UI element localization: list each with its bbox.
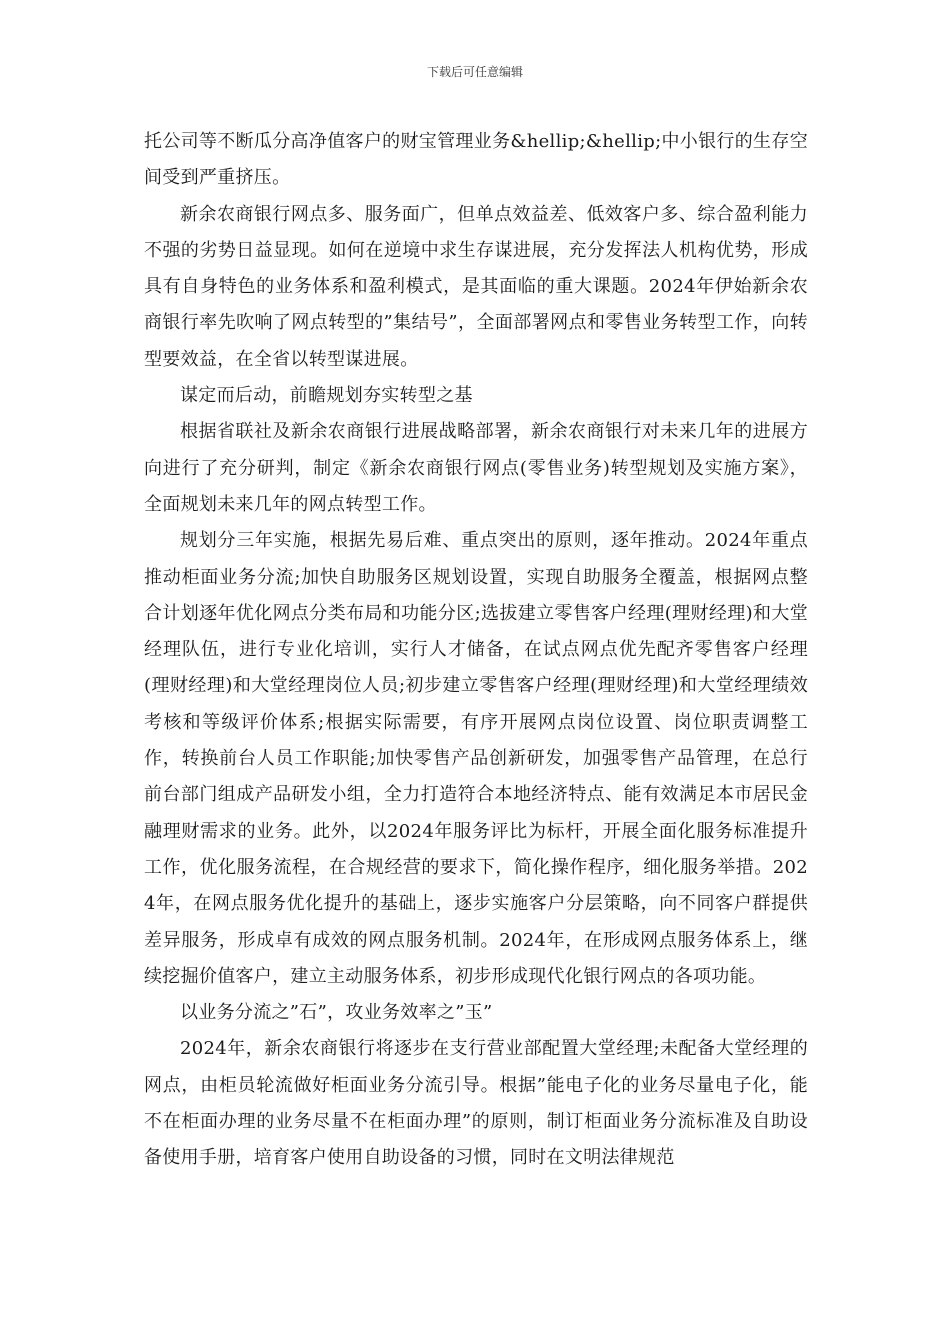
section-heading: 以业务分流之”石”，攻业务效率之”玉” xyxy=(180,1002,493,1024)
paragraph-continuation: 托公司等不断瓜分高净值客户的财宝管理业务&hellip;&hellip;中小银行的生存空间受到严重挤压。 xyxy=(144,131,808,189)
document-body xyxy=(144,124,808,1177)
paragraph-body: 2024年，新余农商银行将逐步在支行营业部配置大堂经理;未配备大堂经理的网点，由柜员轮流做好柜面业务分流引导。根据”能电子化的业务尽量电子化，能不在柜面办理的业务尽量不在柜面办理”的原则，制订柜面业务分流标准及自助设备使用手册，培育客户使用自助设备的习惯，同时在文明法律规范 xyxy=(144,1038,808,1169)
paragraph-body: 规划分三年实施，根据先易后难、重点突出的原则，逐年推动。2024年重点推动柜面业务分流;加快自助服务区规划设置，实现自助服务全覆盖，根据网点整合计划逐年优化网点分类布局和功能分区;选拔建立零售客户经理(理财经理)和大堂经理队伍，进行专业化培训，实行人才储备，在试点网点优先配齐零售客户经理(理财经理)和大堂经理岗位人员;初步建立零售客户经理(理财经理)和大堂经理绩效考核和等级评价体系;根据实际需要，有序开展网点岗位设置、岗位职责调整工作，转换前台人员工作职能;加快零售产品创新研发，加强零售产品管理，在总行前台部门组成产品研发小组，全力打造符合本地经济特点、能有效满足本市居民金融理财需求的业务。此外，以2024年服务评比为标杆，开展全面化服务标准提升工作，优化服务流程，在合规经营的要求下，简化操作程序，细化服务举措。2024年，在网点服务优化提升的基础上，逐步实施客户分层策略，向不同客户群提供差异服务，形成卓有成效的网点服务机制。2024年，在形成网点服务体系上，继续挖掘价值客户，建立主动服务体系，初步形成现代化银行网点的各项功能。 xyxy=(144,530,808,987)
section-heading: 谋定而后动，前瞻规划夯实转型之基 xyxy=(180,385,473,407)
page-header: 下载后可任意编辑 xyxy=(426,65,523,79)
paragraph-body: 新余农商银行网点多、服务面广，但单点效益差、低效客户多、综合盈利能力不强的劣势日益显现。如何在逆境中求生存谋进展，充分发挥法人机构优势，形成具有自身特色的业务体系和盈利模式，是其面临的重大课题。2024年伊始新余农商银行率先吹响了网点转型的”集结号”，全面部署网点和零售业务转型工作，向转型要效益，在全省以转型谋进展。 xyxy=(144,203,808,370)
paragraph-body: 根据省联社及新余农商银行进展战略部署，新余农商银行对未来几年的进展方向进行了充分研判，制定《新余农商银行网点(零售业务)转型规划及实施方案》，全面规划未来几年的网点转型工作。 xyxy=(144,421,808,515)
